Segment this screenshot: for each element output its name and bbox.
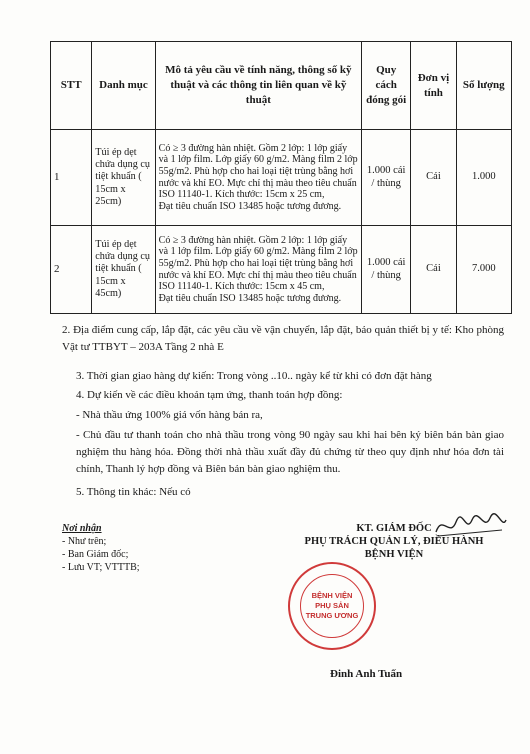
row-unit: Cái: [411, 130, 456, 226]
paragraph-payment-detail: - Chủ đầu tư thanh toán cho nhà thầu trong vòng 90 ngày sau khi hai bên ký biên bản bàn giao nghiệm thu hàng hóa. Đồng thời nhà thầu xuất đầy đủ chứng từ theo quy định như hóa đơn tài chính, Thanh lý hợp đồng và Biên bản bàn giao nghiệm thu.: [76, 429, 504, 475]
row-desc-standard: Đạt tiêu chuẩn ISO 13485 hoặc tương đương.: [158, 292, 342, 304]
row-qty: 1.000: [456, 130, 511, 226]
official-seal: [288, 562, 376, 650]
paragraph-delivery-time: 3. Thời gian giao hàng dự kiến: Trong vòng ..10.. ngày kể từ khi có đơn đặt hàng: [76, 370, 432, 382]
row-pack: 1.000 cái / thùng: [362, 226, 411, 314]
table-header-row: [51, 42, 512, 130]
paragraph-payment-terms: 4. Dự kiến về các điều khoản tạm ứng, thanh toán hợp đồng:: [76, 389, 343, 401]
header-stt: STT: [51, 42, 92, 130]
row-name: Túi ép dẹt chứa dụng cụ tiệt khuẩn ( 15cm x 25cm): [92, 130, 155, 226]
row-stt: 2: [51, 226, 92, 314]
header-name: Danh mục: [92, 42, 155, 130]
spec-table: [50, 41, 512, 314]
signature-line-2: PHỤ TRÁCH QUẢN LÝ, ĐIỀU HÀNH: [304, 536, 484, 547]
signer-name: Đinh Anh Tuấn: [330, 668, 403, 680]
row-desc: [155, 130, 361, 226]
row-qty: 7.000: [456, 226, 511, 314]
table-row: [51, 130, 512, 226]
recipients-block: [62, 522, 140, 574]
header-unit: Đơn vị tính: [411, 42, 456, 130]
table-row: [51, 226, 512, 314]
row-desc-standard: Đạt tiêu chuẩn ISO 13485 hoặc tương đương.: [158, 200, 342, 212]
row-unit: Cái: [411, 226, 456, 314]
signature-block: [276, 522, 512, 561]
row-desc: [155, 226, 361, 314]
recipient-item: - Như trên;: [62, 536, 107, 547]
recipient-item: - Lưu VT; VTTTB;: [62, 562, 140, 573]
row-desc-text: Có ≥ 3 đường hàn nhiệt. Gồm 2 lớp: 1 lớp giấy và 1 lớp film. Lớp giấy 60 g/m2. Màng film 2 lớp 55g/m2. Phù hợp cho hai loại tiệt trùng bằng hơi nước và khí EO. Mực chỉ thị màu theo tiêu chuẩn ISO 11140-1. Kích thước: 15cm x 45 cm,: [158, 234, 358, 293]
row-desc-text: Có ≥ 3 đường hàn nhiệt. Gồm 2 lớp: 1 lớp giấy và 1 lớp film. Lớp giấy 60 g/m2. Màng film 2 lớp 55g/m2. Phù hợp cho hai loại tiệt trùng bằng hơi nước và khí EO. Mực chỉ thị màu theo tiêu chuẩn ISO 11140-1. Kích thước: 15cm x 25 cm,: [158, 142, 358, 201]
paragraph-other-info: 5. Thông tin khác: Nếu có: [76, 486, 191, 498]
row-stt: 1: [51, 130, 92, 226]
paragraph-delivery-location: 2. Địa điểm cung cấp, lắp đặt, các yêu cầu về vận chuyển, lắp đặt, bảo quản thiết bị y tế: Kho phòng Vật tư TTBYT – 203A Tầng 2 nhà E: [62, 324, 504, 353]
paragraph-advance: - Nhà thầu ứng 100% giá vốn hàng bán ra,: [76, 409, 263, 421]
row-pack: 1.000 cái / thùng: [362, 130, 411, 226]
header-qty: Số lượng: [456, 42, 511, 130]
seal-center: [300, 574, 364, 638]
row-name: Túi ép dẹt chứa dụng cụ tiệt khuẩn ( 15cm x 45cm): [92, 226, 155, 314]
signature-line-1: KT. GIÁM ĐỐC: [356, 523, 432, 534]
header-pack: Quy cách đóng gói: [362, 42, 411, 130]
seal-text-2: PHỤ SẢN: [315, 601, 349, 610]
recipient-item: - Ban Giám đốc;: [62, 549, 129, 560]
signature-line-3: BỆNH VIỆN: [364, 549, 424, 560]
recipients-title: Nơi nhận: [62, 523, 102, 534]
seal-text-1: BỆNH VIỆN: [311, 591, 353, 600]
seal-text-3: TRUNG ƯƠNG: [305, 611, 359, 620]
header-desc: Mô tả yêu cầu về tính năng, thông số kỹ thuật và các thông tin liên quan về kỹ thuật: [155, 42, 361, 130]
